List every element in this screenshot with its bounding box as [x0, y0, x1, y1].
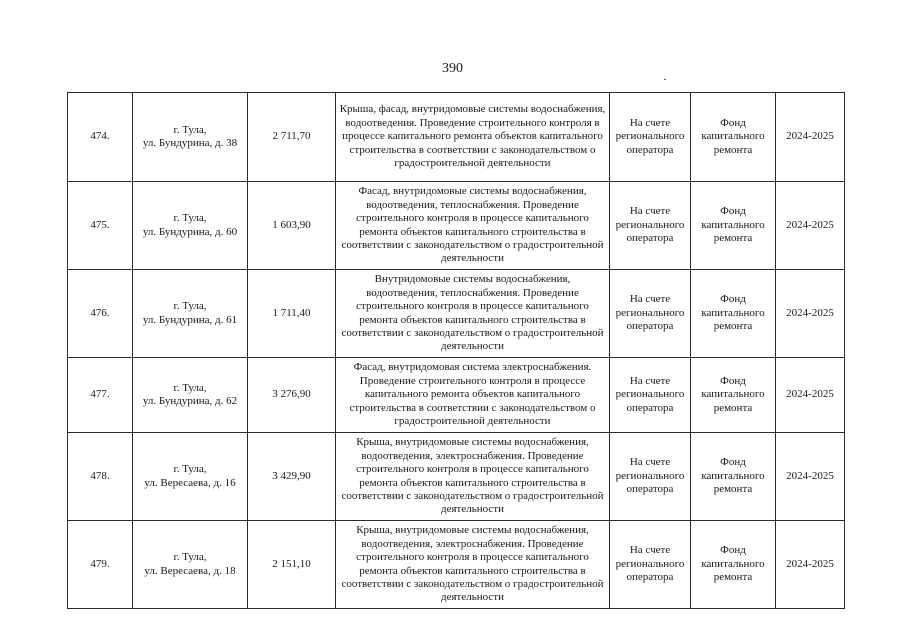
account-type: На счете регионального оператора [610, 182, 691, 270]
address-city: г. Тула, [173, 463, 207, 476]
repair-program-table [67, 92, 845, 609]
address-cell [133, 182, 248, 270]
area-value: 2 711,70 [248, 93, 336, 182]
funding-source: Фонд капитального ремонта [691, 93, 776, 182]
area-value: 1 711,40 [248, 270, 336, 358]
funding-source: Фонд капитального ремонта [691, 433, 776, 521]
repair-years: 2024-2025 [776, 270, 845, 358]
row-number: 476. [68, 270, 133, 358]
area-value: 3 276,90 [248, 358, 336, 433]
funding-source: Фонд капитального ремонта [691, 182, 776, 270]
row-number: 478. [68, 433, 133, 521]
row-number: 479. [68, 521, 133, 609]
table-row [68, 93, 845, 182]
repair-years: 2024-2025 [776, 521, 845, 609]
area-value: 2 151,10 [248, 521, 336, 609]
works-description: Крыша, внутридомовые системы водоснабжения, водоотведения, электроснабжения. Проведение строительного контроля в процессе капитального ремонта объектов капитального строительства в соответствии с законодательством о градостроительной деятельности [336, 433, 610, 521]
table-row [68, 182, 845, 270]
repair-years: 2024-2025 [776, 358, 845, 433]
works-description: Крыша, внутридомовые системы водоснабжения, водоотведения, электроснабжения. Проведение строительного контроля в процессе капитального ремонта объектов капитального строительства в соответствии с законодательством о градостроительной деятельности [336, 521, 610, 609]
table-row [68, 433, 845, 521]
funding-source: Фонд капитального ремонта [691, 270, 776, 358]
funding-source: Фонд капитального ремонта [691, 358, 776, 433]
works-description: Фасад, внутридомовые системы водоснабжения, водоотведения, теплоснабжения. Проведение строительного контроля в процессе капитального ремонта объектов капитального строительства в соответствии с законодательством о градостроительной деятельности [336, 182, 610, 270]
address-street: ул. Бундурина, д. 38 [142, 137, 238, 149]
table-body [68, 93, 845, 609]
repair-years: 2024-2025 [776, 93, 845, 182]
account-type: На счете регионального оператора [610, 358, 691, 433]
account-type: На счете регионального оператора [610, 433, 691, 521]
row-number: 475. [68, 182, 133, 270]
area-value: 3 429,90 [248, 433, 336, 521]
address-city: г. Тула, [173, 212, 207, 225]
repair-years: 2024-2025 [776, 182, 845, 270]
address-cell [133, 521, 248, 609]
address-street: ул. Вересаева, д. 18 [144, 564, 236, 577]
repair-years: 2024-2025 [776, 433, 845, 521]
works-description: Внутридомовые системы водоснабжения, водоотведения, теплоснабжения. Проведение строительного контроля в процессе капитального ремонта объектов капитального строительства в соответствии с законодательством о градостроительной деятельности [336, 270, 610, 358]
address-cell [133, 358, 248, 433]
table-row [68, 270, 845, 358]
page-number: 390 [442, 61, 463, 76]
funding-source: Фонд капитального ремонта [691, 521, 776, 609]
address-cell [133, 93, 248, 182]
account-type: На счете регионального оператора [610, 93, 691, 182]
address-street: ул. Бундурина, д. 60 [142, 225, 238, 238]
table-row [68, 358, 845, 433]
address-cell [133, 270, 248, 358]
account-type: На счете регионального оператора [610, 270, 691, 358]
table-row [68, 521, 845, 609]
address-city: г. Тула, [173, 551, 207, 564]
row-number: 474. [68, 93, 133, 182]
works-description: Фасад, внутридомовая система электроснабжения. Проведение строительного контроля в процессе капитального ремонта объектов капитального строительства в соответствии с законодательством о градостроительной деятельности [336, 358, 610, 433]
scan-speck [664, 79, 666, 80]
account-type: На счете регионального оператора [610, 521, 691, 609]
address-city: г. Тула, [173, 381, 207, 394]
address-city: г. Тула, [173, 123, 207, 136]
address-cell [133, 433, 248, 521]
row-number: 477. [68, 358, 133, 433]
area-value: 1 603,90 [248, 182, 336, 270]
works-description: Крыша, фасад, внутридомовые системы водоснабжения, водоотведения. Проведение строительного контроля в процессе капитального ремонта объектов капитального строительства в соответствии с законодательством о градостроительной деятельности [336, 93, 610, 182]
address-city: г. Тула, [173, 300, 207, 313]
address-street: ул. Вересаева, д. 16 [144, 476, 236, 489]
address-street: ул. Бундурина, д. 61 [142, 313, 238, 326]
address-street: ул. Бундурина, д. 62 [142, 395, 238, 407]
